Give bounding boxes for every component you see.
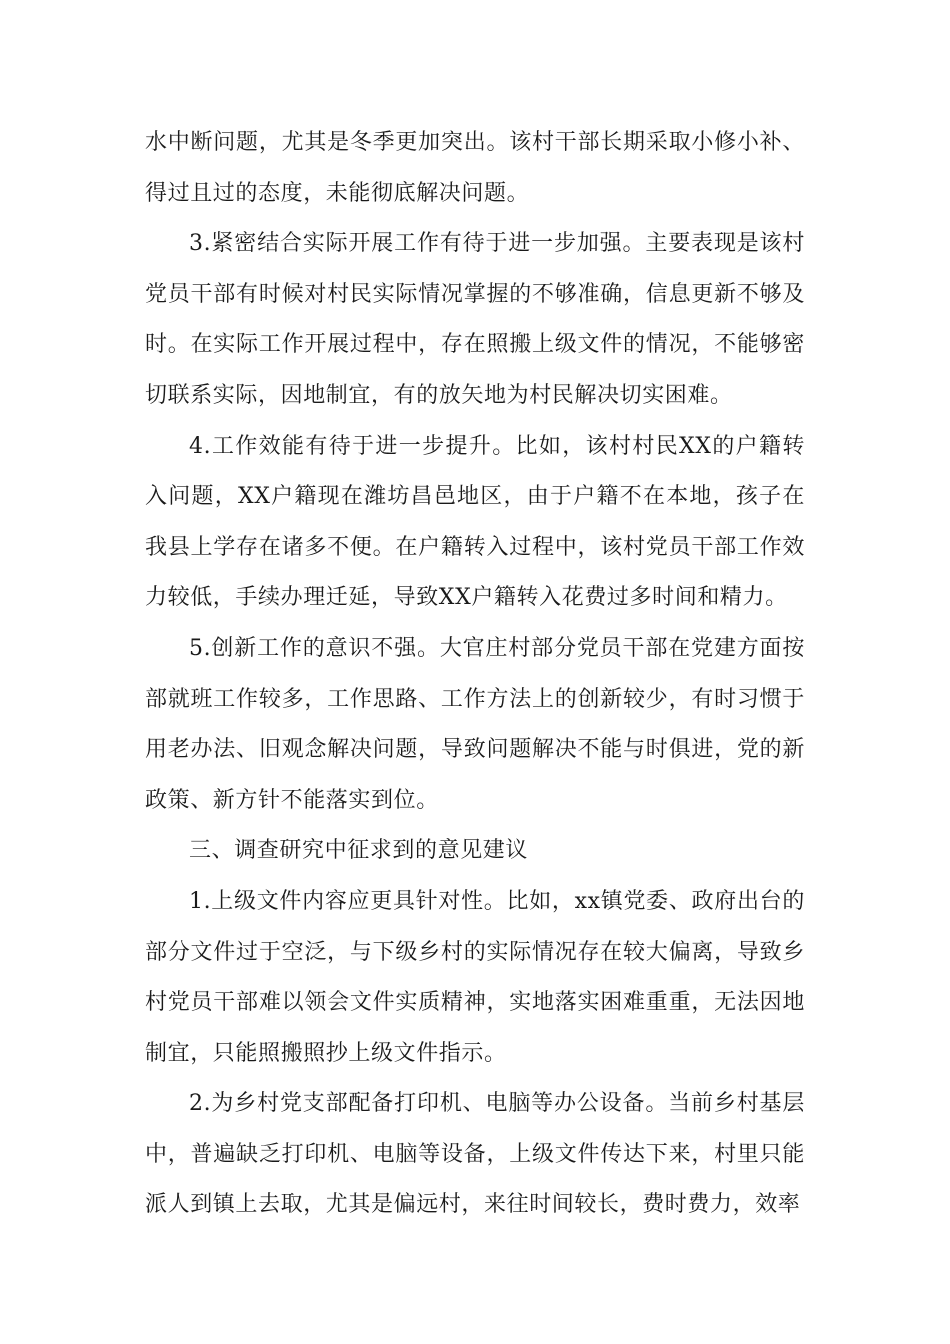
section-heading: 三、调查研究中征求到的意见建议 <box>189 838 529 864</box>
paragraph-suggestion-2: 2.为乡村党支部配备打印机、电脑等办公设备。当前乡村基层中，普遍缺乏打印机、电脑等设备，上级文件传达下来，村里只能派人到镇上去取，尤其是偏远村，来往时间较长，费时费力，效率 <box>145 1091 805 1218</box>
paragraph-item-4: 4.工作效能有待于进一步提升。比如，该村村民XX的户籍转入问题，XX户籍现在潍坊昌邑地区，由于户籍不在本地，孩子在我县上学存在诸多不便。在户籍转入过程中，该村党员干部工作效力较低，手续办理迁延，导致XX户籍转入花费过多时间和精力。 <box>145 433 805 611</box>
paragraph-item-3: 3.紧密结合实际开展工作有待于进一步加强。主要表现是该村党员干部有时候对村民实际情况掌握的不够准确，信息更新不够及时。在实际工作开展过程中，存在照搬上级文件的情况，不能够密切联系实际，因地制宜，有的放矢地为村民解决切实困难。 <box>145 231 805 408</box>
paragraph-item-5: 5.创新工作的意识不强。大官庄村部分党员干部在党建方面按部就班工作较多，工作思路、工作方法上的创新较少，有时习惯于用老办法、旧观念解决问题，导致问题解决不能与时俱进，党的新政策、新方针不能落实到位。 <box>145 635 805 813</box>
paragraph-suggestion-1: 1.上级文件内容应更具针对性。比如，xx镇党委、政府出台的部分文件过于空泛，与下级乡村的实际情况存在较大偏离，导致乡村党员干部难以领会文件实质精神，实地落实困难重重，无法因地制宜，只能照搬照抄上级文件指示。 <box>145 888 805 1066</box>
paragraph-continuation: 水中断问题，尤其是冬季更加突出。该村干部长期采取小修小补、得过且过的态度，未能彻底解决问题。 <box>145 130 805 206</box>
document-body <box>145 118 805 1231</box>
